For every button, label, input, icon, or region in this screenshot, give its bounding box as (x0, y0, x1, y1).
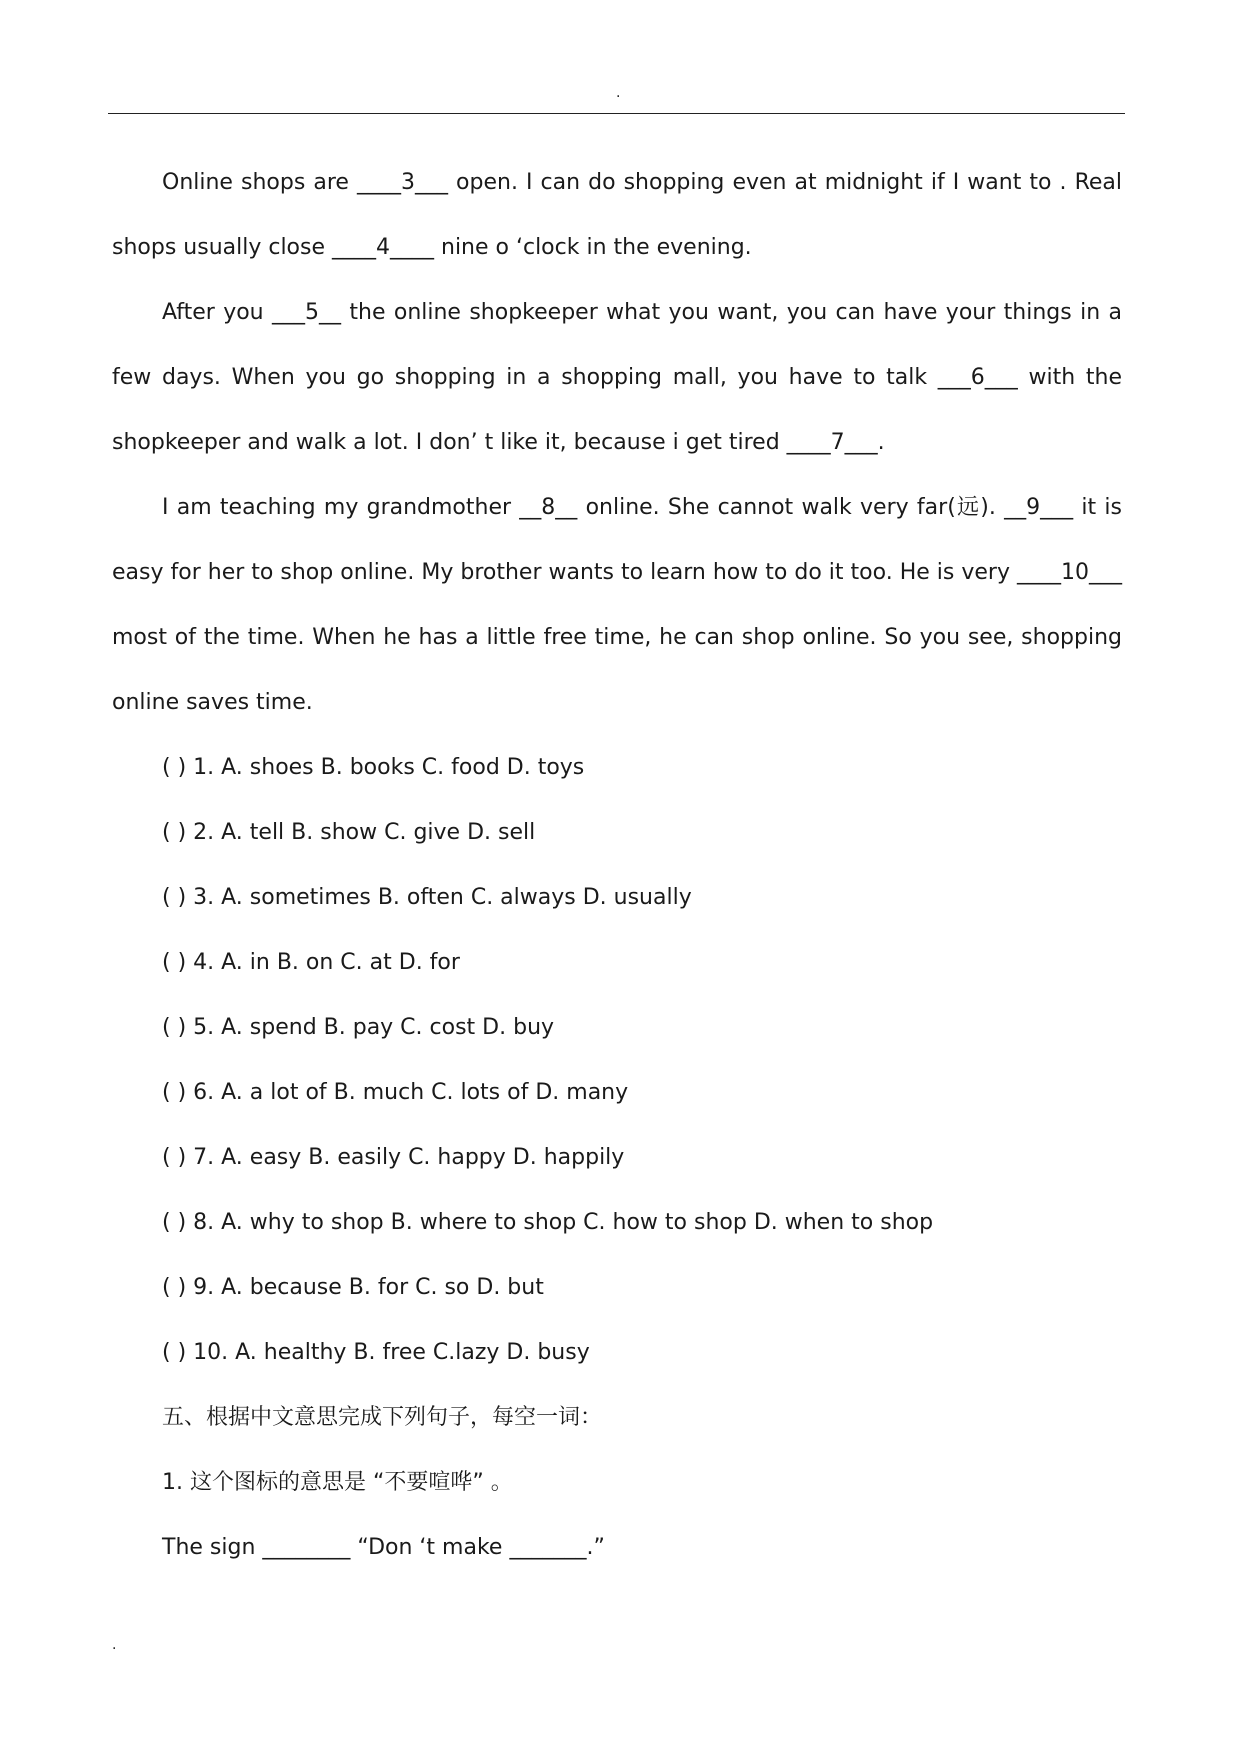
option-question: ( ) 6. A. a lot of B. much C. lots of D. many (162, 1080, 629, 1105)
passage-line: online saves time. (112, 690, 313, 715)
option-question: ( ) 3. A. sometimes B. often C. always D. usually (162, 885, 692, 910)
passage-line: easy for her to shop online. My brother wants to learn how to do it too. He is very ____10___ (112, 560, 1122, 585)
footer-mark: . (112, 1637, 117, 1653)
passage-line: After you ___5__ the online shopkeeper what you want, you can have your things in a (162, 300, 1122, 325)
header-mark: . (616, 85, 621, 101)
header-rule (108, 113, 1125, 114)
option-question: ( ) 9. A. because B. for C. so D. but (162, 1275, 544, 1300)
option-question: ( ) 5. A. spend B. pay C. cost D. buy (162, 1015, 555, 1040)
section-heading: 五、根据中文意思完成下列句子，每空一词： (162, 1405, 603, 1430)
passage-line: I am teaching my grandmother __8__ online. She cannot walk very far(远). __9___ it is (162, 495, 1122, 520)
option-question: ( ) 7. A. easy B. easily C. happy D. happily (162, 1145, 625, 1170)
option-question: ( ) 4. A. in B. on C. at D. for (162, 950, 460, 975)
passage-line: shopkeeper and walk a lot. I don’ t like it, because i get tired ____7___. (112, 430, 885, 455)
option-question: ( ) 2. A. tell B. show C. give D. sell (162, 820, 536, 845)
question-chinese: 1. 这个图标的意思是 “不要喧哗” 。 (162, 1470, 513, 1495)
passage-line: shops usually close ____4____ nine o ‘clock in the evening. (112, 235, 752, 260)
page-content (112, 150, 1122, 1580)
passage-line: most of the time. When he has a little free time, he can shop online. So you see, shopping (112, 625, 1122, 650)
option-question: ( ) 1. A. shoes B. books C. food D. toys (162, 755, 585, 780)
option-question: ( ) 10. A. healthy B. free C.lazy D. busy (162, 1340, 590, 1365)
option-question: ( ) 8. A. why to shop B. where to shop C. how to shop D. when to shop (162, 1210, 934, 1235)
question-english: The sign ________ “Don ‘t make _______.” (162, 1535, 605, 1560)
passage-line: few days. When you go shopping in a shopping mall, you have to talk ___6___ with the (112, 365, 1122, 390)
passage-line: Online shops are ____3___ open. I can do shopping even at midnight if I want to . Real (162, 170, 1122, 195)
